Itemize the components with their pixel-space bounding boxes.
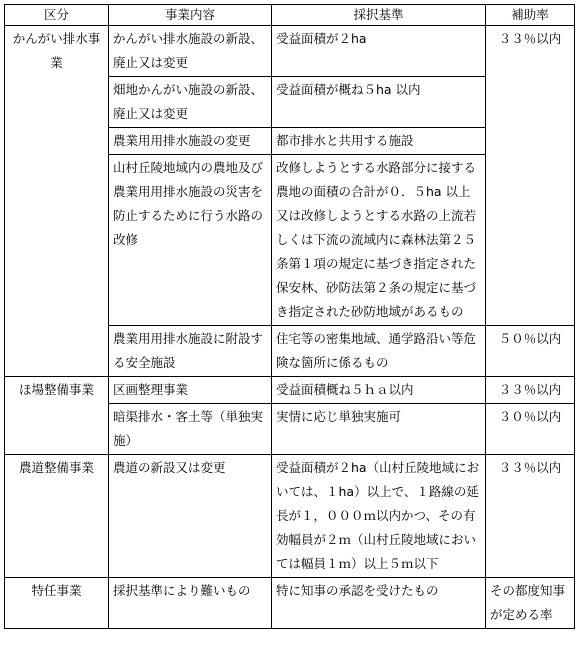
header-rate: 補助率 <box>486 5 575 26</box>
content-cell: 農業用用排水施設に附設する安全施設 <box>109 326 272 377</box>
category-tokunin: 特任事業 <box>5 578 109 629</box>
criteria-cell: 住宅等の密集地域、通学路沿い等危険な箇所に係るもの <box>272 326 486 377</box>
criteria-cell: 受益面積が２ha（山村丘陵地域においては、１ha）以上で、１路線の延長が１，０００ｍ以内かつ、その有効幅員が２ｍ（山村丘陵地域においては幅員１ｍ）以上５ｍ以下 <box>272 455 486 578</box>
criteria-cell: 受益面積が２ha <box>272 26 486 77</box>
category-hojo: ほ場整備事業 <box>5 377 109 455</box>
rate-cell: ３３％以内 <box>486 26 575 326</box>
header-category: 区分 <box>5 5 109 26</box>
criteria-cell: 受益面積概ね５ｈａ以内 <box>272 377 486 404</box>
table-row <box>5 455 575 578</box>
table-row <box>5 26 575 77</box>
rate-cell: ５０％以内 <box>486 326 575 377</box>
rate-cell: その都度知事が定める率 <box>486 578 575 629</box>
rate-cell: ３３％以内 <box>486 455 575 578</box>
criteria-cell: 改修しようとする水路部分に接する農地の面積の合計が０．５ha 以上又は改修しようとする水路の上流若しくは下流の流域内に森林法第２５条第１項の規定に基づき指定された保安林、砂防法第２条の規定に基づき指定された砂防地域があるもの <box>272 155 486 326</box>
table-row <box>5 377 575 404</box>
criteria-cell: 都市排水と共用する施設 <box>272 128 486 155</box>
content-cell: 区画整理事業 <box>109 377 272 404</box>
table-row <box>5 578 575 629</box>
header-content: 事業内容 <box>109 5 272 26</box>
criteria-cell: 特に知事の承認を受けたもの <box>272 578 486 629</box>
content-cell: 採択基準により難いもの <box>109 578 272 629</box>
content-cell: 畑地かんがい施設の新設、廃止又は変更 <box>109 77 272 128</box>
content-cell: 農道の新設又は変更 <box>109 455 272 578</box>
criteria-cell: 受益面積が概ね５ha 以内 <box>272 77 486 128</box>
header-row <box>5 5 575 26</box>
content-cell: 農業用用排水施設の変更 <box>109 128 272 155</box>
content-cell: 山村丘陵地域内の農地及び農業用用排水施設の災害を防止するために行う水路の改修 <box>109 155 272 326</box>
rate-cell: ３０％以内 <box>486 404 575 455</box>
header-criteria: 採択基準 <box>272 5 486 26</box>
content-cell: 暗渠排水・客土等（単独実施） <box>109 404 272 455</box>
category-nodo: 農道整備事業 <box>5 455 109 578</box>
subsidy-criteria-table <box>4 4 575 629</box>
category-kangai: かんがい排水事業 <box>5 26 109 377</box>
content-cell: かんがい排水施設の新設、廃止又は変更 <box>109 26 272 77</box>
criteria-cell: 実情に応じ単独実施可 <box>272 404 486 455</box>
rate-cell: ３３％以内 <box>486 377 575 404</box>
